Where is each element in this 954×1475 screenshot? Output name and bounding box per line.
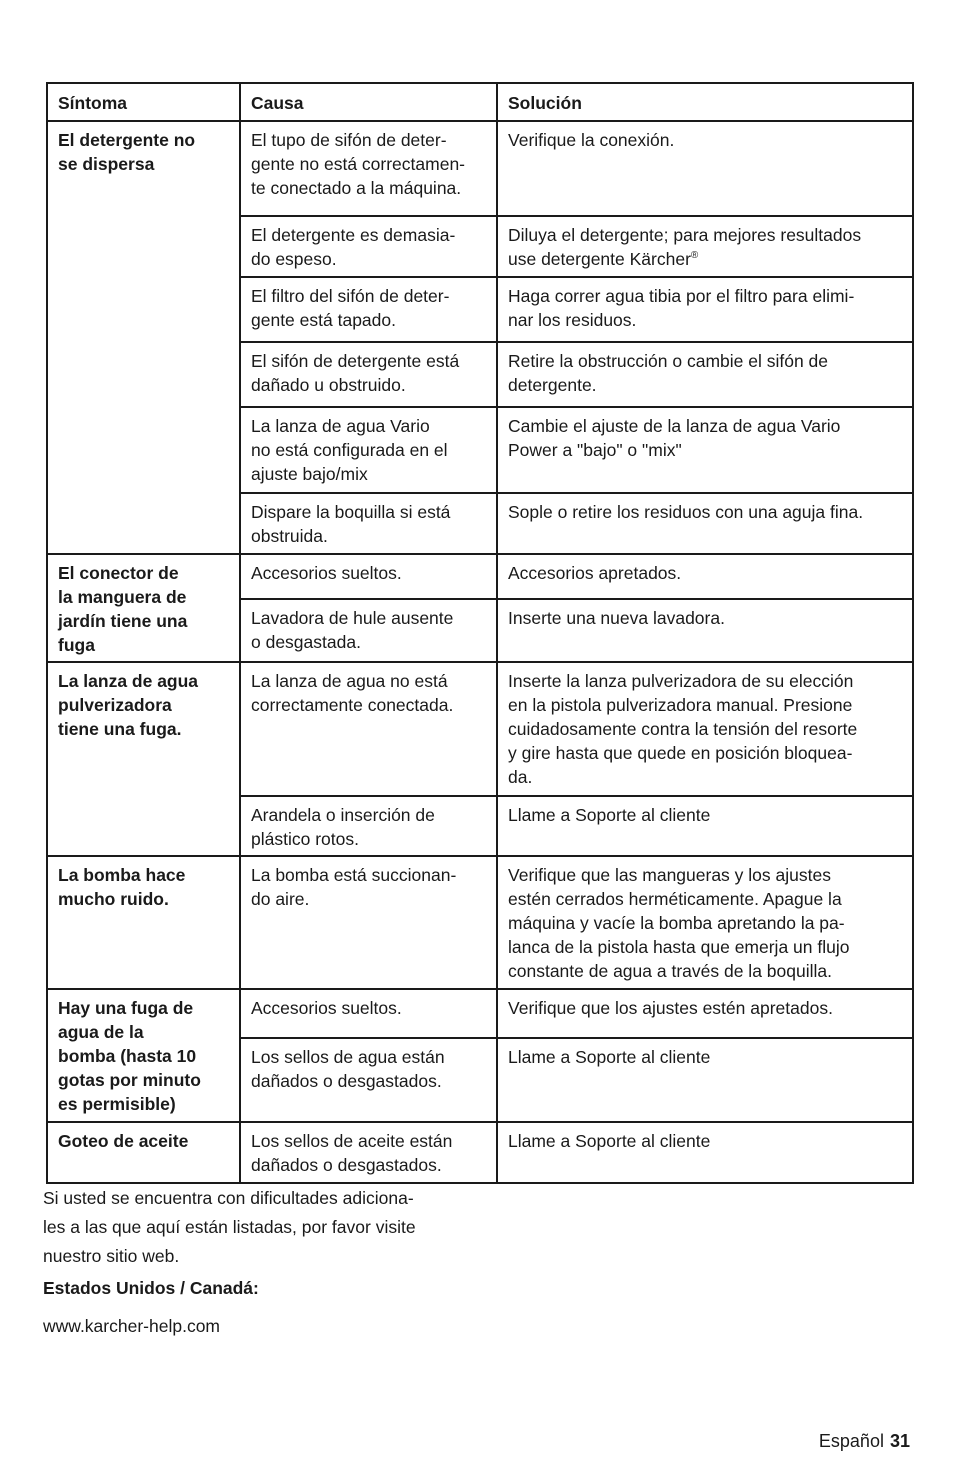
symptom-cell-text: pulverizadora <box>58 695 172 715</box>
solution-cell-line <box>508 717 902 741</box>
note-line: nuestro sitio web. <box>43 1246 180 1266</box>
solution-cell-line <box>508 741 902 765</box>
solution-cell-line <box>508 1045 902 1069</box>
note-line: les a las que aquí están listadas, por favor visite <box>43 1217 416 1237</box>
table-row <box>47 662 913 796</box>
symptom-cell-text: es permisible) <box>58 1094 176 1114</box>
cause-cell <box>240 121 497 216</box>
solution-cell <box>497 1122 913 1183</box>
cause-cell-text: Los sellos de aceite están <box>251 1131 453 1151</box>
cause-cell-line <box>251 1069 486 1093</box>
cause-cell-text: o desgastada. <box>251 632 361 653</box>
cause-cell-line <box>251 863 486 887</box>
solution-cell-line <box>508 693 902 717</box>
cause-cell-text: dañado u obstruido. <box>251 375 406 395</box>
table-header-row <box>47 83 913 121</box>
cause-cell-line <box>251 1045 486 1069</box>
solution-cell-line <box>508 803 902 827</box>
symptom-cell-line <box>58 152 229 176</box>
cause-cell-text: La lanza de agua no está <box>251 671 448 691</box>
cause-cell-line <box>251 669 486 693</box>
solution-cell-text: y gire hasta que quede en posición bloquea- <box>508 743 853 763</box>
symptom-cell-line <box>58 1044 229 1068</box>
solution-cell-text: use detergente Kärcher <box>508 249 691 269</box>
cause-cell-line <box>251 693 486 717</box>
symptom-cell-line <box>58 717 229 741</box>
cause-cell-line <box>251 247 486 271</box>
cause-cell-text: Dispare la boquilla si está <box>251 502 451 522</box>
solution-cell-text: detergente. <box>508 375 597 395</box>
solution-cell-line <box>508 996 902 1020</box>
solution-cell-text: Llame a Soporte al cliente <box>508 805 711 825</box>
symptom-cell-line <box>58 996 229 1020</box>
symptom-cell-line <box>58 887 229 911</box>
cause-cell-line <box>251 284 486 308</box>
cause-cell <box>240 856 497 989</box>
table-row <box>47 554 913 599</box>
cause-cell <box>240 342 497 407</box>
solution-cell <box>497 856 913 989</box>
cause-cell <box>240 796 497 856</box>
cause-cell-line <box>251 308 486 332</box>
cause-cell-text: do espeso. <box>251 249 337 269</box>
cause-cell-line <box>251 152 486 176</box>
symptom-cell <box>47 1122 240 1183</box>
cause-cell-text: Lavadora de hule ausente <box>251 608 454 629</box>
solution-cell-text: máquina y vacíe la bomba apretando la pa- <box>508 913 845 933</box>
symptom-cell-line <box>58 609 229 633</box>
cause-cell-line <box>251 223 486 247</box>
solution-cell-line <box>508 284 902 308</box>
cause-cell-line <box>251 996 486 1020</box>
cause-cell-text: gente está tapado. <box>251 310 396 330</box>
symptom-cell-line <box>58 1068 229 1092</box>
cause-cell-text: El detergente es demasia- <box>251 225 456 245</box>
cause-cell <box>240 277 497 342</box>
cause-cell-line <box>251 524 486 548</box>
symptom-cell-line <box>58 863 229 887</box>
cause-cell-text: Los sellos de agua están <box>251 1047 445 1067</box>
solution-cell <box>497 1038 913 1122</box>
solution-cell-line <box>508 669 902 693</box>
solution-cell-text: Inserte la lanza pulverizadora de su elección <box>508 671 854 691</box>
solution-cell-text: da. <box>508 767 533 787</box>
cause-cell-text: La bomba está succionan- <box>251 865 457 885</box>
symptom-cell <box>47 662 240 856</box>
solution-cell <box>497 599 913 662</box>
cause-cell-text: plástico rotos. <box>251 829 359 849</box>
solution-cell-text: lanca de la pistola hasta que emerja un flujo <box>508 937 850 957</box>
solution-cell <box>497 662 913 796</box>
cause-cell-line <box>251 500 486 524</box>
solution-cell-text: Verifique la conexión. <box>508 130 675 150</box>
cause-cell-line <box>251 630 486 654</box>
header-symptom: Síntoma <box>47 83 240 121</box>
cause-cell <box>240 989 497 1038</box>
symptom-cell-line <box>58 1129 229 1153</box>
cause-cell-text: El filtro del sifón de deter- <box>251 286 450 306</box>
cause-cell-text: no está configurada en el <box>251 440 448 460</box>
solution-cell-line <box>508 308 902 332</box>
solution-cell-line <box>508 765 902 789</box>
solution-cell-text: Sople o retire los residuos con una aguja fina. <box>508 502 864 522</box>
symptom-cell <box>47 989 240 1122</box>
symptom-cell <box>47 121 240 554</box>
symptom-cell-text: agua de la <box>58 1022 144 1042</box>
cause-cell-text: obstruida. <box>251 526 328 546</box>
cause-cell-text: dañados o desgastados. <box>251 1155 442 1175</box>
cause-cell-line <box>251 373 486 397</box>
solution-cell-text: Llame a Soporte al cliente <box>508 1131 711 1151</box>
header-solution: Solución <box>497 83 913 121</box>
cause-cell-line <box>251 349 486 373</box>
solution-cell <box>497 407 913 493</box>
cause-cell-line <box>251 462 486 486</box>
support-url[interactable]: www.karcher-help.com <box>43 1316 220 1336</box>
cause-cell <box>240 599 497 662</box>
symptom-cell-text: jardín tiene una <box>58 611 188 631</box>
symptom-cell <box>47 554 240 662</box>
cause-cell-line <box>251 1153 486 1177</box>
solution-cell-text: nar los residuos. <box>508 310 637 330</box>
cause-cell-text: El tupo de sifón de deter- <box>251 130 447 150</box>
cause-cell-text: Accesorios sueltos. <box>251 563 402 583</box>
cause-cell-line <box>251 1129 486 1153</box>
cause-cell <box>240 216 497 277</box>
solution-cell-text: estén cerrados herméticamente. Apague la <box>508 889 842 909</box>
cause-cell-line <box>251 561 486 585</box>
symptom-cell <box>47 856 240 989</box>
solution-cell <box>497 216 913 277</box>
solution-cell-line <box>508 606 902 630</box>
solution-cell-line <box>508 561 902 585</box>
solution-cell-text: constante de agua a través de la boquilla. <box>508 961 832 981</box>
symptom-cell-text: la manguera de <box>58 587 187 607</box>
solution-cell-line <box>508 223 902 247</box>
cause-cell <box>240 407 497 493</box>
note-line: Si usted se encuentra con dificultades adiciona- <box>43 1188 414 1208</box>
solution-cell <box>497 277 913 342</box>
cause-cell-text: te conectado a la máquina. <box>251 178 462 198</box>
cause-cell-text: ajuste bajo/mix <box>251 464 368 484</box>
cause-cell-line <box>251 803 486 827</box>
cause-cell-text: gente no está correctamen- <box>251 154 466 174</box>
solution-cell <box>497 554 913 599</box>
solution-cell-line <box>508 887 902 911</box>
solution-cell <box>497 342 913 407</box>
solution-cell-text: cuidadosamente contra la tensión del resorte <box>508 719 858 739</box>
solution-cell <box>497 989 913 1038</box>
symptom-cell-line <box>58 1020 229 1044</box>
solution-cell-text: Accesorios apretados. <box>508 563 682 583</box>
symptom-cell-line <box>58 1092 229 1116</box>
footer-language: Español <box>818 1431 884 1451</box>
solution-cell-text: Verifique que las mangueras y los ajustes <box>508 865 831 885</box>
symptom-cell-line <box>58 561 229 585</box>
solution-cell-line <box>508 438 902 462</box>
table-row <box>47 121 913 216</box>
cause-cell-line <box>251 128 486 152</box>
symptom-cell-line <box>58 128 229 152</box>
solution-cell-text: Inserte una nueva lavadora. <box>508 608 725 629</box>
solution-cell-text: Cambie el ajuste de la lanza de agua Vario <box>508 416 841 436</box>
cause-cell <box>240 1122 497 1183</box>
troubleshooting-table <box>46 82 914 1184</box>
page-number: 31 <box>889 1431 910 1451</box>
cause-cell-text: El sifón de detergente está <box>251 351 460 371</box>
cause-cell-text: La lanza de agua Vario <box>251 416 430 436</box>
solution-cell-line <box>508 128 902 152</box>
symptom-cell-text: La lanza de agua <box>58 671 199 691</box>
solution-cell-text: Haga correr agua tibia por el filtro para elimi- <box>508 286 855 306</box>
registered-mark: ® <box>690 250 699 262</box>
solution-cell-text: Diluya el detergente; para mejores resultados <box>508 225 862 245</box>
cause-cell-line <box>251 176 486 200</box>
symptom-cell-text: El conector de <box>58 563 179 583</box>
solution-cell-line <box>508 959 902 983</box>
solution-cell-text: Verifique que los ajustes estén apretados. <box>508 998 833 1018</box>
symptom-cell-line <box>58 669 229 693</box>
table-row <box>47 856 913 989</box>
cause-cell-line <box>251 414 486 438</box>
solution-cell <box>497 121 913 216</box>
cause-cell <box>240 493 497 554</box>
symptom-cell-text: gotas por minuto <box>58 1070 201 1090</box>
symptom-cell-text: fuga <box>58 635 95 655</box>
page-footer <box>819 1431 910 1452</box>
solution-cell-line <box>508 349 902 373</box>
solution-cell-text: Llame a Soporte al cliente <box>508 1047 711 1067</box>
additional-help-note <box>43 1184 416 1271</box>
header-cause: Causa <box>240 83 497 121</box>
solution-cell-text: Retire la obstrucción o cambie el sifón de <box>508 351 829 371</box>
solution-cell-line <box>508 863 902 887</box>
table-row <box>47 989 913 1038</box>
symptom-cell-text: se dispersa <box>58 154 155 174</box>
solution-cell-line <box>508 414 902 438</box>
cause-cell <box>240 1038 497 1122</box>
solution-cell <box>497 493 913 554</box>
solution-cell-line <box>508 935 902 959</box>
symptom-cell-text: Hay una fuga de <box>58 998 194 1018</box>
symptom-cell-text: mucho ruido. <box>58 889 169 909</box>
symptom-cell-line <box>58 693 229 717</box>
symptom-cell-text: bomba (hasta 10 <box>58 1046 197 1066</box>
cause-cell <box>240 662 497 796</box>
cause-cell-text: dañados o desgastados. <box>251 1071 442 1091</box>
solution-cell-line <box>508 247 902 271</box>
symptom-cell-text: Goteo de aceite <box>58 1131 189 1151</box>
solution-cell-line <box>508 1129 902 1153</box>
cause-cell-line <box>251 606 486 630</box>
symptom-cell-text: El detergente no <box>58 130 196 150</box>
solution-cell-line <box>508 911 902 935</box>
region-heading: Estados Unidos / Canadá: <box>43 1278 259 1298</box>
solution-cell-line <box>508 373 902 397</box>
symptom-cell-text: tiene una fuga. <box>58 719 182 739</box>
symptom-cell-line <box>58 633 229 657</box>
cause-cell-line <box>251 827 486 851</box>
solution-cell <box>497 796 913 856</box>
table-row <box>47 1122 913 1183</box>
cause-cell-text: Arandela o inserción de <box>251 805 435 825</box>
solution-cell-text: Power a "bajo" o "mix" <box>508 440 682 460</box>
cause-cell <box>240 554 497 599</box>
cause-cell-line <box>251 887 486 911</box>
solution-cell-text: en la pistola pulverizadora manual. Presione <box>508 695 853 715</box>
cause-cell-line <box>251 438 486 462</box>
symptom-cell-line <box>58 585 229 609</box>
solution-cell-line <box>508 500 902 524</box>
cause-cell-text: Accesorios sueltos. <box>251 998 402 1018</box>
cause-cell-text: do aire. <box>251 889 310 909</box>
cause-cell-text: correctamente conectada. <box>251 695 454 715</box>
symptom-cell-text: La bomba hace <box>58 865 186 885</box>
